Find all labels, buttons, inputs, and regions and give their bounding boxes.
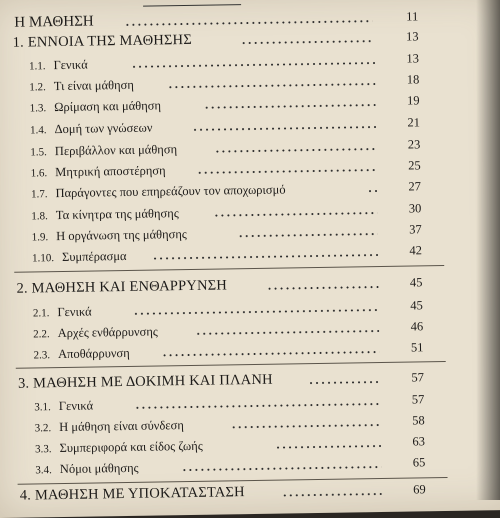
section-number: 1.6. — [30, 167, 48, 180]
section-title: Περιβάλλον και μάθηση — [54, 142, 178, 159]
dot-leader — [231, 424, 381, 428]
page-number: 25 — [408, 158, 421, 173]
page-number: 45 — [409, 275, 423, 290]
page-number: 46 — [410, 319, 424, 334]
dot-leader — [124, 20, 372, 26]
dot-leader — [282, 493, 382, 497]
section-title: Ωρίμαση και μάθηση — [54, 98, 162, 115]
page-number: 23 — [407, 137, 421, 152]
page-number: 30 — [408, 201, 422, 216]
section-title: Αρχές ενθάρρυνσης — [57, 324, 158, 341]
section-title: Γενικά — [53, 57, 88, 73]
dot-leader — [367, 190, 377, 192]
dot-leader — [275, 445, 381, 449]
page-number: 21 — [407, 115, 421, 130]
section-number: 2.2. — [33, 328, 50, 341]
section-number: 1.9. — [31, 231, 49, 244]
page-number: 63 — [412, 434, 426, 449]
section-title: Τα κίνητρα της μάθησης — [55, 206, 179, 223]
page-number: 18 — [406, 72, 420, 87]
section-number: 1.7. — [30, 188, 48, 201]
section-title: Μητρική αποστέρηση — [55, 163, 166, 180]
section-title: Νόμοι μάθησης — [59, 460, 139, 477]
chapter-title: ΜΑΘΗΣΗ ΜΕ ΔΟΚΙΜΗ ΚΑΙ ΠΛΑΝΗ — [32, 371, 273, 392]
chapter-title: ΜΑΘΗΣΗ ΚΑΙ ΕΝΘΑΡΡΥΝΣΗ — [31, 277, 228, 297]
section-number: 3.2. — [34, 422, 52, 435]
chapter-number: 4. — [19, 487, 32, 504]
section-number: 2.1. — [32, 307, 50, 320]
page-number: 57 — [411, 392, 425, 407]
section-title: Αποθάρρυνση — [57, 345, 130, 362]
section-number: 1.8. — [31, 210, 48, 223]
page-number: 45 — [410, 298, 423, 313]
chapter-title: ΜΑΘΗΣΗ ΜΕ ΥΠΟΚΑΤΑΣΤΑΣΗ — [34, 484, 245, 504]
section-number: 3.3. — [34, 443, 52, 456]
dot-leader — [181, 466, 381, 471]
page-number: 57 — [411, 370, 425, 385]
page-number: 13 — [406, 51, 420, 66]
chapter-title: ΕΝΝΟΙΑ ΤΗΣ ΜΑΘΗΣΗΣ — [27, 31, 193, 51]
dot-leader — [238, 233, 378, 237]
section-title: Συμπέρασμα — [61, 248, 127, 264]
section-number: 1.10. — [31, 252, 55, 265]
section-number: 2.3. — [33, 349, 51, 362]
page-number: 65 — [412, 455, 426, 470]
dot-leader — [204, 104, 376, 109]
page-number: 42 — [409, 243, 423, 258]
chapter-number: 3. — [17, 375, 30, 392]
section-number: 1.4. — [29, 124, 47, 137]
chapter-number: 2. — [16, 280, 28, 297]
part-title: Η ΜΑΘΗΣΗ — [14, 13, 94, 31]
page-number: 27 — [408, 179, 422, 194]
section-title: Παράγοντες που επηρεάζουν τον αποχωρισμό — [55, 182, 286, 201]
dot-leader — [214, 148, 376, 153]
section-title: Γενικά — [57, 304, 92, 320]
dot-leader — [167, 83, 375, 88]
dot-leader — [134, 403, 380, 409]
section-title: Η οργάνωση της μάθησης — [56, 227, 187, 244]
page-number: 51 — [410, 340, 424, 355]
dot-leader — [241, 40, 373, 44]
page-number: 58 — [412, 413, 425, 428]
section-title: Γενικά — [58, 398, 94, 414]
dot-leader — [308, 381, 380, 384]
toc-chapter-row — [0, 480, 500, 508]
dot-leader — [152, 254, 378, 260]
section-number: 3.1. — [34, 401, 51, 414]
page-number: 19 — [406, 93, 420, 108]
section-number: 3.4. — [35, 464, 52, 477]
dot-leader — [213, 212, 377, 217]
dot-leader — [267, 286, 379, 290]
section-title: Η μάθηση είναι σύνδεση — [59, 418, 184, 435]
dot-leader — [131, 62, 375, 68]
dot-leader — [197, 169, 377, 174]
section-title: Δομή των γνώσεων — [54, 120, 153, 137]
page-number: 69 — [413, 482, 426, 497]
dot-leader — [192, 126, 376, 131]
section-number: 1.5. — [30, 146, 47, 159]
section-number: 1.1. — [28, 60, 46, 73]
page-number: 13 — [405, 29, 419, 44]
chapter-number: 1. — [12, 34, 25, 51]
dot-leader — [195, 330, 379, 335]
top-rule — [143, 4, 241, 7]
dot-leader — [162, 351, 380, 356]
section-title: Συμπεριφορά και είδος ζωής — [59, 438, 203, 456]
section-number: 1.3. — [29, 102, 47, 115]
section-title: Τι είναι μάθηση — [53, 77, 134, 94]
dot-leader — [133, 309, 379, 315]
section-number: 1.2. — [29, 81, 46, 94]
page-number: 11 — [406, 9, 419, 24]
page-number: 37 — [409, 222, 422, 237]
